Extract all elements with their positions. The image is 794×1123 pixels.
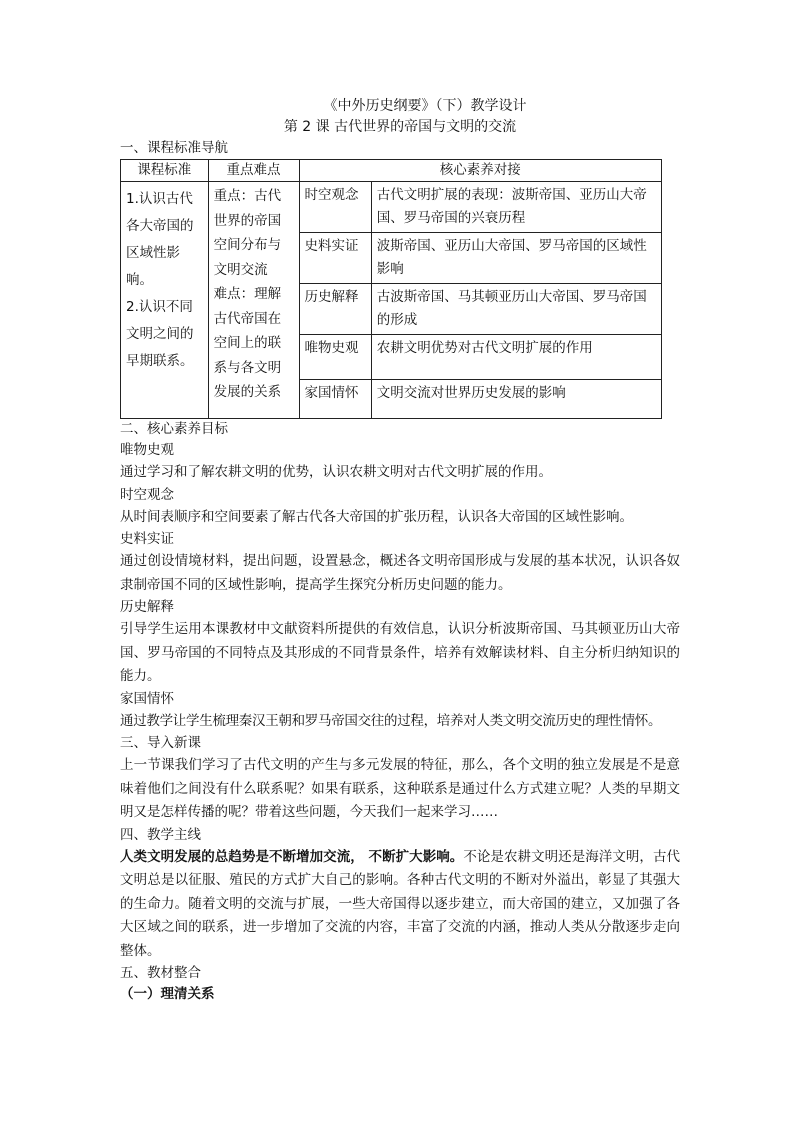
literacy-content: 文明交流对世界历史发展的影响	[371, 380, 661, 419]
header-standards: 课程标准	[121, 160, 209, 182]
literacy-label: 时空观念	[299, 182, 371, 233]
goal-label: 史料实证	[120, 531, 174, 547]
standards-cell	[121, 182, 209, 419]
section-heading-5: 五、教材整合	[120, 965, 201, 981]
key-point-text: 重点：古代世界的帝国空间分布与文明交流	[213, 188, 282, 278]
lesson-title: 第 2 课 古代世界的帝国与文明的交流	[283, 119, 517, 135]
difficulty-text: 难点：理解古代帝国在空间上的联系与各文明发展的关系	[213, 286, 282, 400]
header-key-points: 重点难点	[208, 160, 299, 182]
literacy-content: 农耕文明优势对古代文明扩展的作用	[371, 335, 661, 380]
literacy-label: 家国情怀	[299, 380, 371, 419]
document-page	[120, 96, 680, 1005]
goal-label: 唯物史观	[120, 442, 174, 458]
literacy-label: 唯物史观	[299, 335, 371, 380]
key-points-cell	[208, 182, 299, 419]
section-heading-4: 四、教学主线	[120, 826, 201, 843]
standard-item: 2.认识不同文明之间的早期联系。	[126, 299, 194, 369]
mainline-paragraph	[120, 846, 680, 964]
intro-paragraph: 上一节课我们学习了古代文明的产生与多元发展的特征，那么，各个文明的独立发展是不是意味着他们之间没有什么联系呢？如果有联系，这种联系是通过什么方式建立呢？人类的早期文明又是怎样传播的呢？带着这些问题，今天我们一起来学习……	[120, 757, 680, 820]
goal-text: 从时间表顺序和空间要素了解古代各大帝国的扩张历程，认识各大帝国的区域性影响。	[120, 508, 633, 525]
standard-item: 1.认识古代各大帝国的区域性影响。	[126, 191, 194, 288]
document-title: 《中外历史纲要》（下）教学设计	[323, 98, 527, 114]
goal-label: 时空观念	[120, 486, 174, 503]
literacy-label: 史料实证	[299, 233, 371, 284]
literacy-content: 古波斯帝国、马其顿亚历山大帝国、罗马帝国的形成	[371, 284, 661, 335]
section-heading-3: 三、导入新课	[120, 735, 201, 751]
header-literacy: 核心素养对接	[299, 160, 662, 182]
literacy-label: 历史解释	[299, 284, 371, 335]
subsection-heading: （一）理清关系	[120, 986, 215, 1002]
goal-text: 引导学生运用本课教材中文献资料所提供的有效信息，认识分析波斯帝国、马其顿亚历山大帝国、罗马帝国的不同特点及其形成的不同背景条件，培养有效解读材料、自主分析归纳知识的能力。	[120, 621, 680, 684]
mainline-emphasis: 人类文明发展的总趋势是不断增加交流， 不断扩大影响。	[120, 848, 464, 865]
section-heading-1: 一、课程标准导航	[120, 140, 228, 156]
mainline-text: 不论是农耕文明还是海洋文明，古代文明总是以征服、殖民的方式扩大自己的影响。各种古代文明的不断对外溢出，彰显了其强大的生命力。随着文明的交流与扩展，一些大帝国得以逐步建立，而大帝国的建立，又加强了各大区域之间的联系，进一步增加了交流的内容，丰富了交流的内涵，推动人类从分散逐步走向整体。	[120, 848, 681, 959]
section-heading-2: 二、核心素养目标	[120, 421, 228, 437]
goal-text: 通过学习和了解农耕文明的优势，认识农耕文明对古代文明扩展的作用。	[120, 464, 552, 480]
goal-label: 历史解释	[120, 599, 174, 615]
goal-text: 通过创设情境材料，提出问题，设置悬念，概述各文明帝国形成与发展的基本状况，认识各奴隶制帝国不同的区域性影响，提高学生探究分析历史问题的能力。	[120, 553, 680, 593]
table-row	[121, 182, 662, 233]
literacy-content: 波斯帝国、亚历山大帝国、罗马帝国的区域性影响	[371, 233, 661, 284]
curriculum-table	[120, 159, 662, 419]
literacy-content: 古代文明扩展的表现：波斯帝国、亚历山大帝国、罗马帝国的兴衰历程	[371, 182, 661, 233]
goal-text: 通过教学让学生梳理秦汉王朝和罗马帝国交往的过程，培养对人类文明交流历史的理性情怀。	[120, 712, 662, 729]
goal-label: 家国情怀	[120, 690, 174, 707]
table-header-row	[121, 160, 662, 182]
